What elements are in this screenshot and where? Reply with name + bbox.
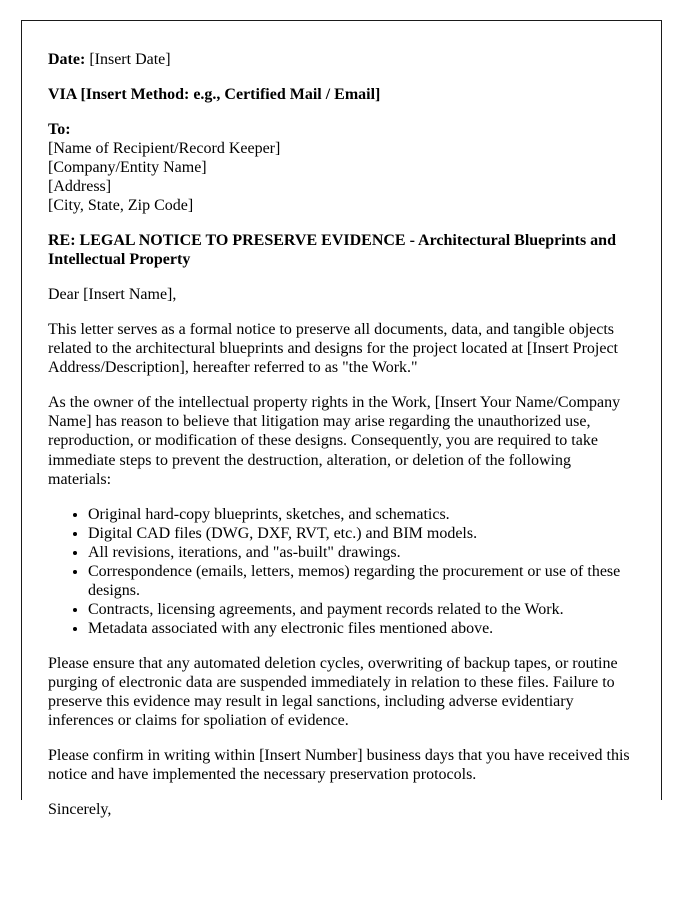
legal-notice-letter <box>21 20 662 818</box>
list-item: • Original hard-copy blueprints, sketches, and schematics. <box>88 505 635 524</box>
list-item: • Correspondence (emails, letters, memos) regarding the procurement or use of these designs. <box>88 562 635 600</box>
recipient-company-line: [Company/Entity Name] <box>48 159 207 177</box>
salutation: Dear [Insert Name], <box>48 286 177 304</box>
paragraph-confirm: Please confirm in writing within [Insert Number] business days that you have received this notice and have implemented the necessary preservation protocols. <box>48 746 630 783</box>
recipient-name-line: [Name of Recipient/Record Keeper] <box>48 140 281 158</box>
date-label: Date: <box>48 51 86 68</box>
closing: Sincerely, <box>48 800 112 818</box>
via-line: VIA [Insert Method: e.g., Certified Mail / Email] <box>48 86 381 104</box>
list-item: • Digital CAD files (DWG, DXF, RVT, etc.) and BIM models. <box>88 524 635 543</box>
date-line <box>48 50 635 69</box>
subject-line: RE: LEGAL NOTICE TO PRESERVE EVIDENCE - Architectural Blueprints and Intellectual Property <box>48 232 616 269</box>
recipient-city-line: [City, State, Zip Code] <box>48 197 194 215</box>
to-label: To: <box>48 121 71 139</box>
recipient-block <box>48 120 635 215</box>
list-item: • Contracts, licensing agreements, and payment records related to the Work. <box>88 600 635 619</box>
recipient-address-line: [Address] <box>48 178 112 196</box>
list-item: • Metadata associated with any electronic files mentioned above. <box>88 619 635 638</box>
paragraph-preservation: Please ensure that any automated deletion cycles, overwriting of backup tapes, or routine purging of electronic data are suspended immediately in relation to these files. Failure to preserve this evidence may result in legal sanctions, including adverse evidentiary inferences or claims for spoliation of evidence. <box>48 654 618 729</box>
materials-list <box>48 505 635 638</box>
paragraph-intro: This letter serves as a formal notice to preserve all documents, data, and tangible objects related to the architectural blueprints and designs for the project located at [Insert Project Address/Description], hereafter referred to as "the Work." <box>48 321 618 377</box>
date-value: [Insert Date] <box>89 51 171 68</box>
list-item: • All revisions, iterations, and "as-built" drawings. <box>88 543 635 562</box>
paragraph-owner: As the owner of the intellectual property rights in the Work, [Insert Your Name/Company Name] has reason to believe that litigation may arise regarding the unauthorized use, reproduction, or modification of these designs. Consequently, you are required to take immediate steps to prevent the destruction, alteration, or deletion of the following materials: <box>48 394 621 488</box>
